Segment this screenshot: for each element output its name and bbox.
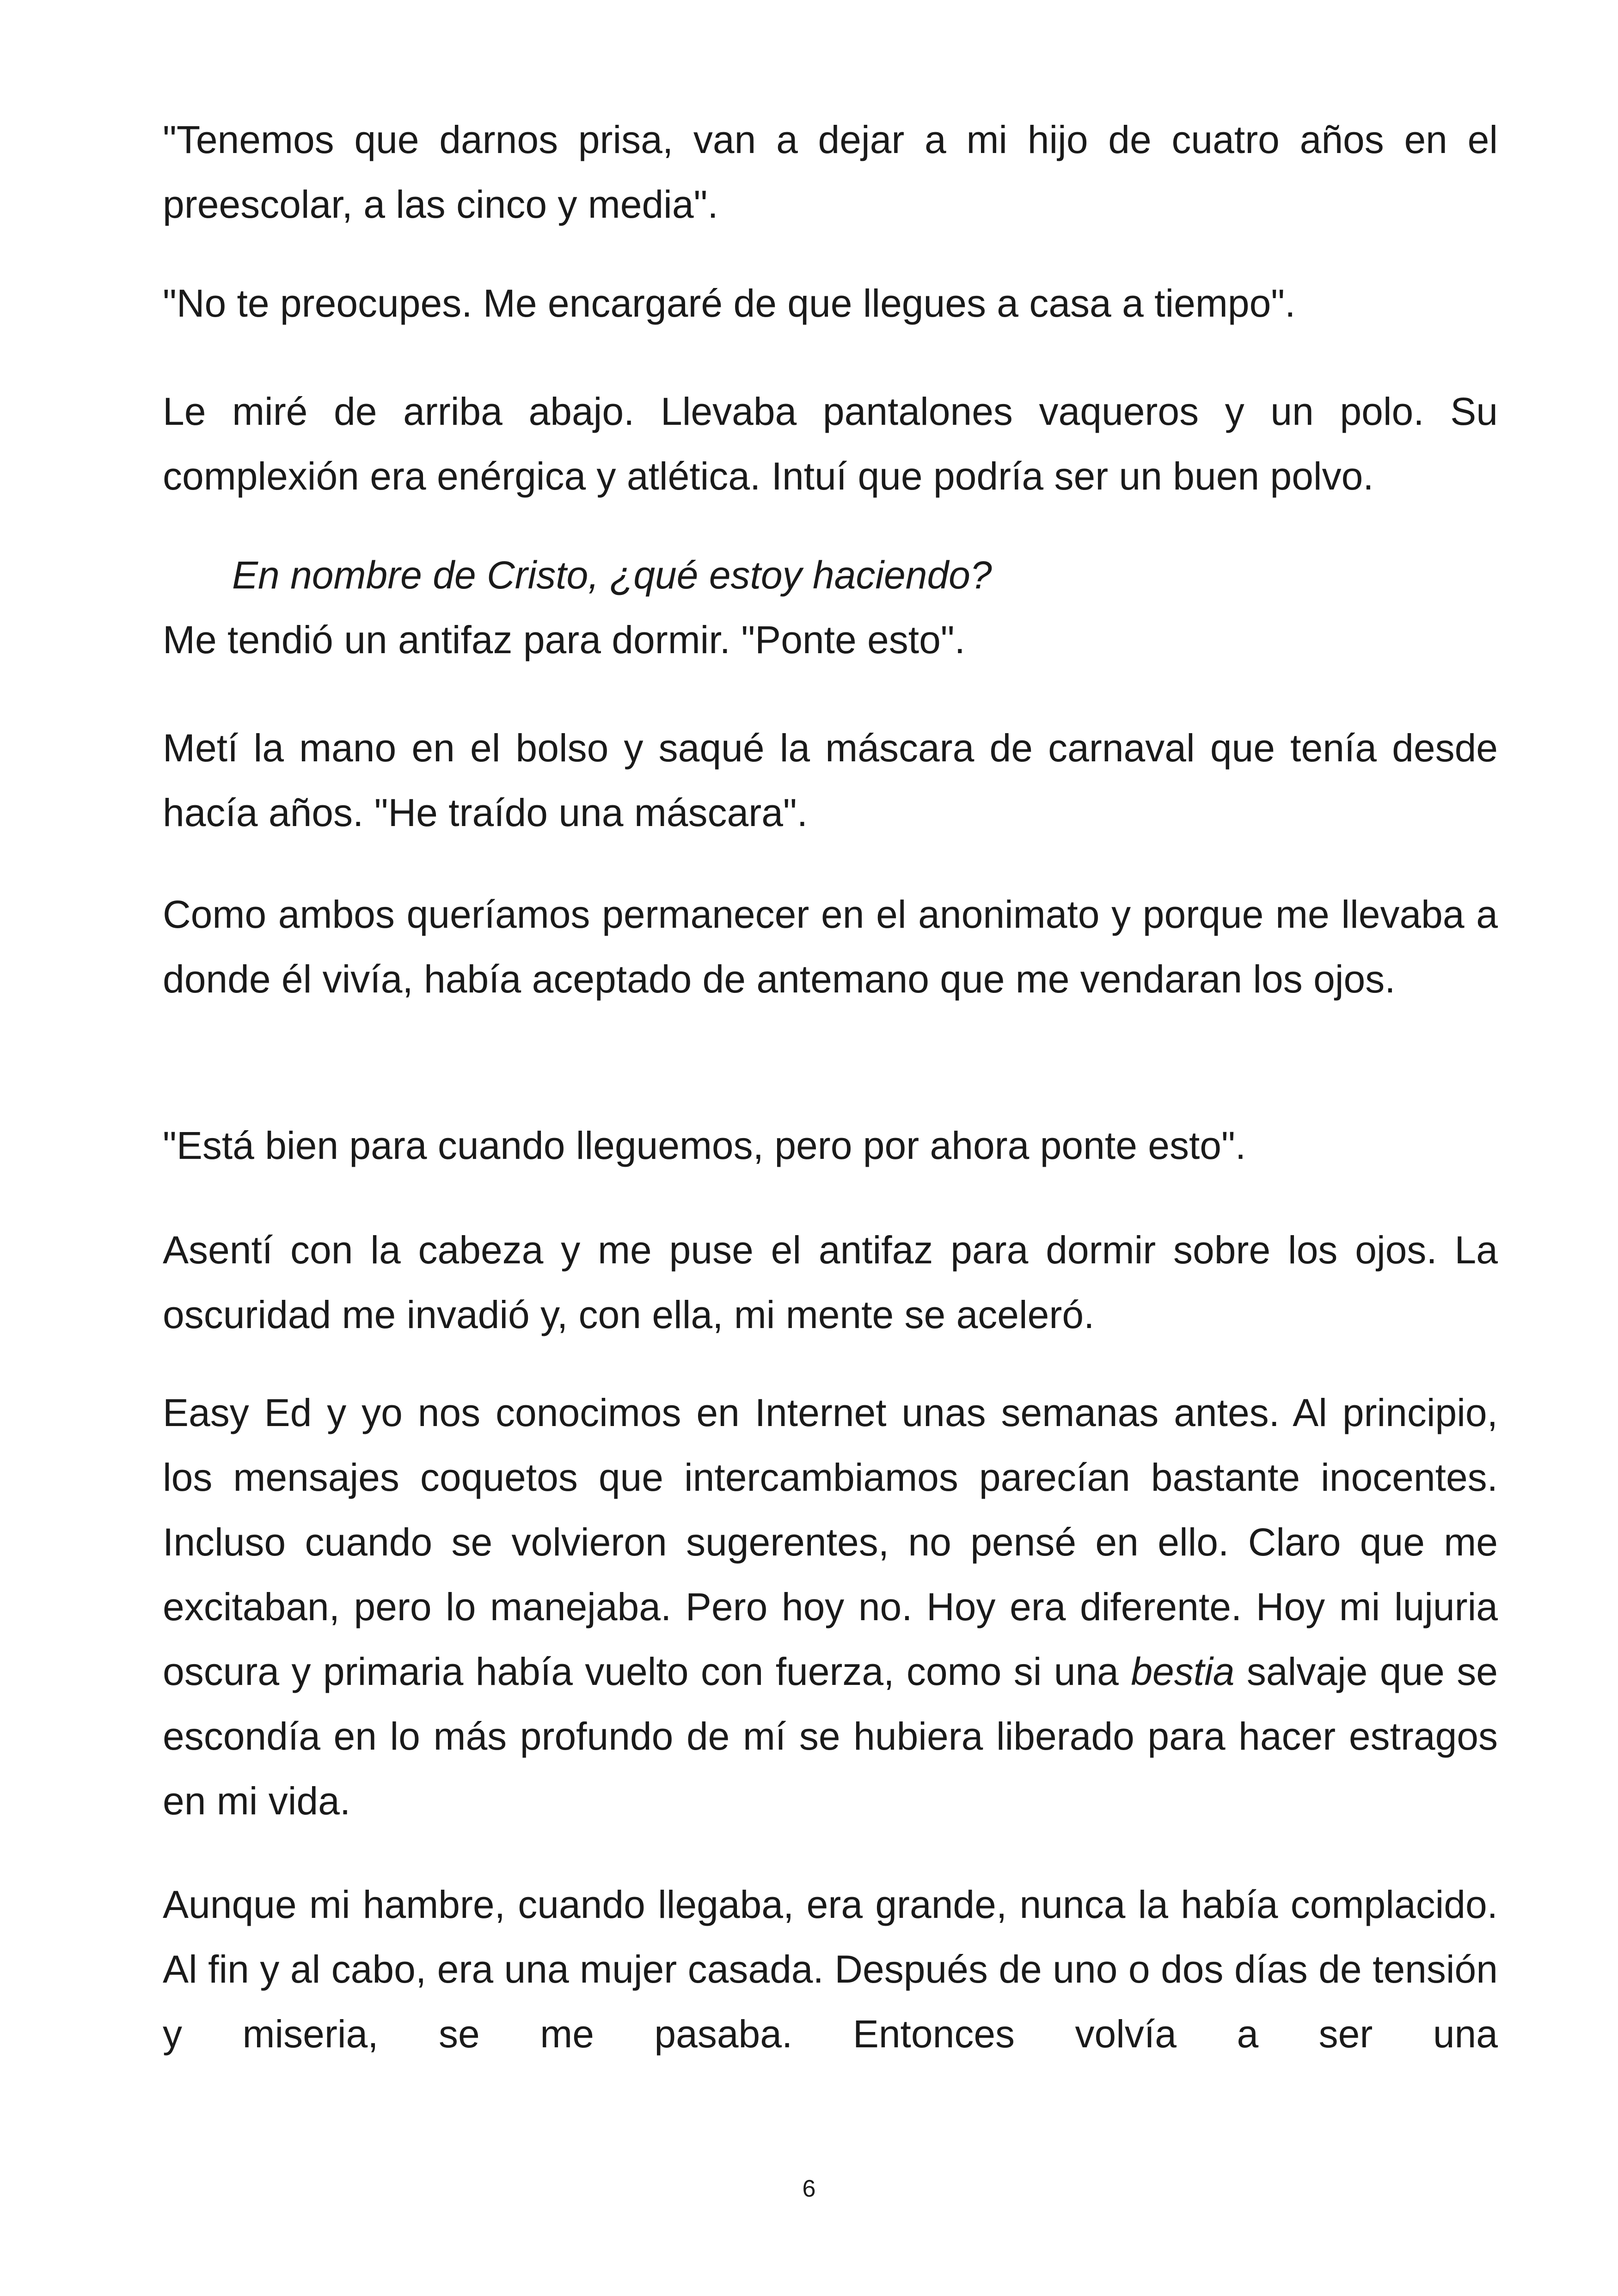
paragraph-10 xyxy=(163,1380,1498,1833)
paragraph-9: Asentí con la cabeza y me puse el antifaz para dormir sobre los ojos. La oscuridad me invadió y, con ella, mi mente se aceleró. xyxy=(163,1228,1498,1336)
paragraph-4-italic-thought: En nombre de Cristo, ¿qué estoy haciendo? xyxy=(232,553,992,597)
paragraph-1: "Tenemos que darnos prisa, van a dejar a mi hijo de cuatro años en el preescolar, a las cinco y media". xyxy=(163,118,1498,226)
paragraph-2: "No te preocupes. Me encargaré de que llegues a casa a tiempo". xyxy=(163,282,1296,325)
paragraph-5: Me tendió un antifaz para dormir. "Ponte esto". xyxy=(163,618,965,661)
paragraph-10-text-start: Easy Ed y yo nos conocimos en Internet unas semanas antes. Al principio, los mensajes coquetos que intercambiamos parecían bastante inocentes. Incluso cuando se volvieron sugerentes, no pensé en ello. Claro que me excitaban, pero lo manejaba. Pero hoy no. Hoy era diferente. Hoy mi lujuria oscura y primaria había vuelto con fuerza, como si una xyxy=(163,1391,1498,1693)
paragraph-10-italic-word: bestia xyxy=(1131,1650,1235,1693)
page-number: 6 xyxy=(802,2175,816,2202)
paragraph-6: Metí la mano en el bolso y saqué la máscara de carnaval que tenía desde hacía años. "He traído una máscara". xyxy=(163,726,1498,834)
paragraph-7: Como ambos queríamos permanecer en el anonimato y porque me llevaba a donde él vivía, había aceptado de antemano que me vendaran los ojos. xyxy=(163,893,1498,1001)
paragraph-10-text-end: salvaje que se escondía en lo más profundo de mí se hubiera liberado para hacer estragos en mi vida. xyxy=(163,1650,1498,1823)
paragraph-11: Aunque mi hambre, cuando llegaba, era grande, nunca la había complacido. Al fin y al cabo, era una mujer casada. Después de uno o dos días de tensión y miseria, se me pasaba. Entonces volvía a ser una xyxy=(163,1883,1498,2056)
paragraph-8: "Está bien para cuando lleguemos, pero por ahora ponte esto". xyxy=(163,1124,1246,1167)
paragraph-3: Le miré de arriba abajo. Llevaba pantalones vaqueros y un polo. Su complexión era enérgica y atlética. Intuí que podría ser un buen polvo. xyxy=(163,390,1498,498)
